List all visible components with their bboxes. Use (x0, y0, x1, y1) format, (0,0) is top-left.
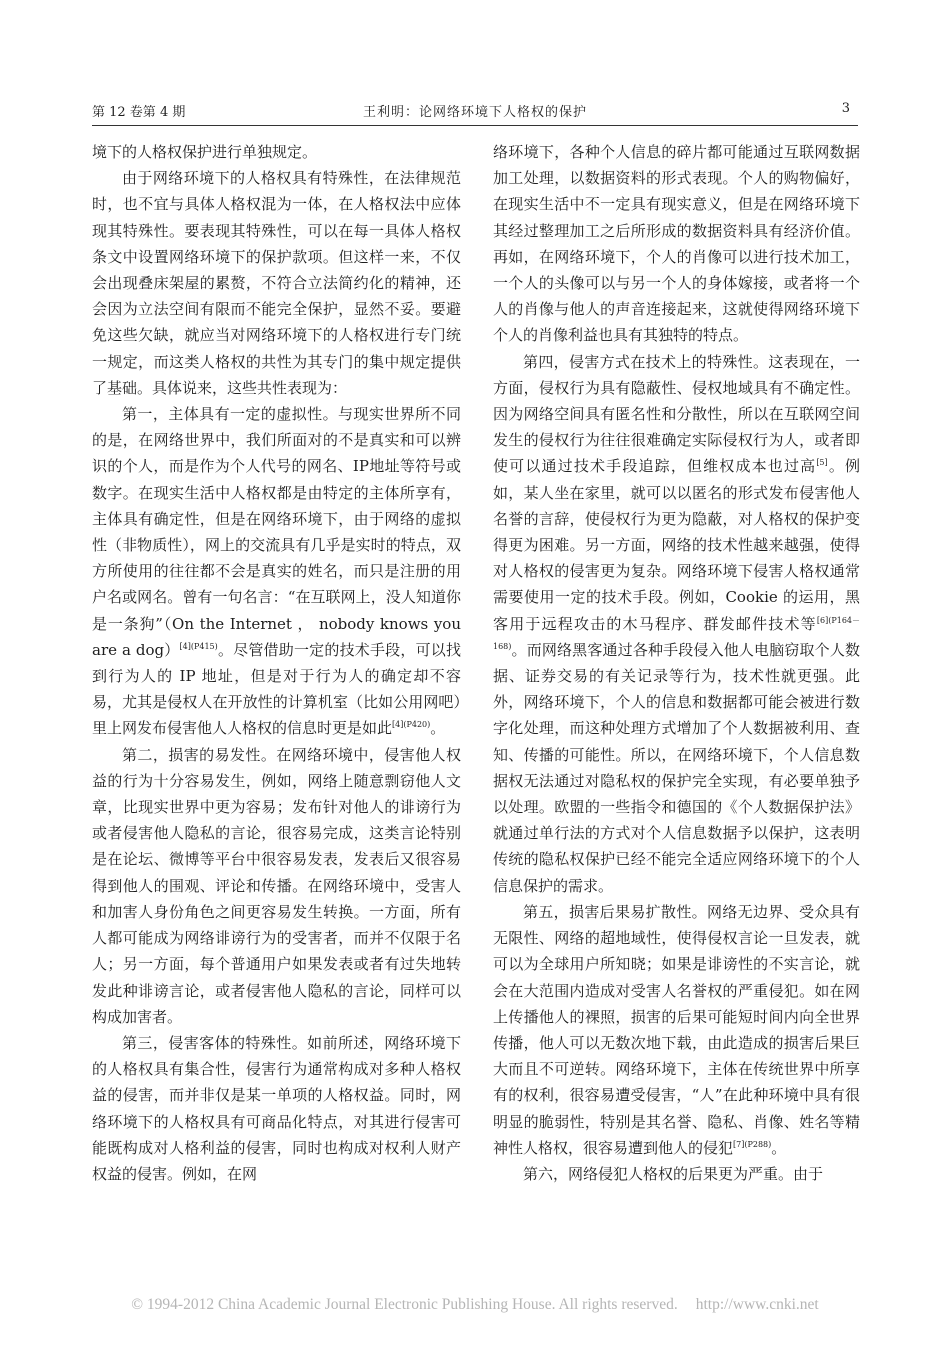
paragraph-sixth-severity: 第六，网络侵犯人格权的后果更为严重。由于 (523, 1164, 824, 1183)
running-header (92, 101, 858, 123)
right-column (493, 139, 860, 1187)
running-title: 王利明：论网络环境下人格权的保护 (362, 105, 587, 120)
text-run: 第一，主体具有一定的虚拟性。与现实世界所不同的是，在网络世界中，我们所面对的不是真实和可以辨识的个人，而是作为个人代号的网名、IP地址等符号或数字。在现实生活中人格权都是由特定的主体所享有，主体具有确定性，但是在网络环境下，由于网络的虚拟性（非物质性），网上的交流具有几乎是实时的特点，双方所使用的往往都不会是真实的姓名，而只是注册的用户名或网名。曾有一句名言：“在互联网上，没人知道你是一条狗”（On the Internet ， nobody knows you are a dog） (92, 405, 461, 659)
citation-ref: [4](P415) (179, 641, 218, 651)
text-run: 。例如，某人坐在家里，就可以以匿名的形式发布侵害他人名誉的言辞，使侵权行为更为隐蔽，对人格权的保护变得更为困难。另一方面，网络的技术性越来越强，使得对人格权的侵害更为复杂。网络环境下侵害人格权通常需要使用一定的技术手段。例如，Cookie 的运用，黑客用于远程攻击的木马程序、群发邮件技术等 (493, 457, 860, 633)
paragraph-second-ease: 第二，损害的易发性。在网络环境中，侵害他人权益的行为十分容易发生，例如，网络上随意剽窃他人文章，比现实世界中更为容易；发布针对他人的诽谤行为或者侵害他人隐私的言论，很容易完成，这类言论特别是在论坛、微博等平台中很容易发表，发表后又很容易得到他人的围观、评论和传播。在网络环境中，受害人和加害人身份角色之间更容易发生转换。一方面，所有人都可能成为网络诽谤行为的受害者，而并不仅限于名人；另一方面，每个普通用户如果发表或者有过失地转发此种诽谤言论，或者侵害他人隐私的言论，同样可以构成加害者。 (92, 745, 461, 1026)
footer-link[interactable]: http://www.cnki.net (695, 1296, 819, 1313)
paragraph-fourth-technique (493, 349, 860, 899)
citation-ref: [6](P164－168) (493, 615, 860, 651)
text-run: 第四，侵害方式在技术上的特殊性。这表现在，一方面，侵权行为具有隐蔽性、侵权地域具有不确定性。因为网络空间具有匿名性和分散性，所以在互联网空间发生的侵权行为往往很难确定实际侵权行为人，或者即使可以通过技术手段追踪，但维权成本也过高 (493, 352, 860, 476)
left-column (92, 139, 461, 1187)
paragraph-continued: 境下的人格权保护进行单独规定。 (92, 143, 318, 161)
text-run: 。而网络黑客通过各种手段侵入他人电脑窃取个人数据、证券交易的有关记录等行为，技术性就更强。此外，网络环境下，个人的信息和数据都可能会被进行数字化处理，而这种处理方式增加了个人数据被利用、查知、传播的可能性。所以，在网络环境下，个人信息数据权无法通过对隐私权的保护完全实现，有必要单独予以处理。欧盟的一些指令和德国的《个人数据保护法》就通过单行法的方式对个人信息数据予以保护，这表明传统的隐私权保护已经不能完全适应网络环境下的个人信息保护的需求。 (493, 640, 860, 895)
text-run: 。 (430, 719, 446, 738)
text-run: 。尽管借助一定的技术手段，可以找到行为人的 IP 地址，但是对于行为人的确定却不容易，尤其是侵权人在开放性的计算机室（比如公用网吧）里上网发布侵害他人人格权的信息时更是如此 (92, 640, 461, 738)
citation-ref: [5] (816, 458, 828, 468)
text-run: 第五，损害后果易扩散性。网络无边界、受众具有无限性、网络的超地域性，使得侵权言论一旦发表，就可以为全球用户所知晓；如果是诽谤性的不实言论，就会在大范围内造成对受害人名誉权的严重侵犯。如在网上传播他人的裸照，损害的后果可能短时间内向全世界传播，他人可以无数次地下载，由此造成的损害后果巨大而且不可逆转。网络环境下，主体在传统世界中所享有的权利，很容易遭受侵害，“人”在此种环境中具有很明显的脆弱性，特别是其名誉、隐私、肖像、姓名等精神性人格权，很容易遭到他人的侵犯 (493, 902, 860, 1157)
paragraph-third-object: 第三，侵害客体的特殊性。如前所述，网络环境下的人格权具有集合性，侵害行为通常构成对多种人格权益的侵害，而并非仅是某一单项的人格权益。同时，网络环境下的人格权具有可商品化特点，对其进行侵害可能既构成对人格利益的侵害，同时也构成对权利人财产权益的侵害。例如，在网 (92, 1033, 461, 1183)
paragraph-commonality-intro: 由于网络环境下的人格权具有特殊性，在法律规范时，也不宜与具体人格权混为一体，在人格权法中应体现其特殊性。要表现其特殊性，可以在每一具体人格权条文中设置网络环境下的保护款项。但这样一来，不仅会出现叠床架屋的累赘，不符合立法简约化的精神，还会因为立法空间有限而不能完全保护，显然不妥。要避免这些欠缺，就应当对网络环境下的人格权进行专门统一规定，而这类人格权的共性为其专门的集中规定提供了基础。具体说来，这些共性表现为： (92, 169, 461, 397)
citation-ref: [4](P420) (392, 720, 431, 730)
paragraph-fifth-spread (493, 899, 860, 1161)
paragraph-first-virtuality (92, 401, 461, 742)
citation-ref: [7](P288) (733, 1139, 772, 1149)
paragraph-continued: 络环境下，各种个人信息的碎片都可能通过互联网数据加工处理，以数据资料的形式表现。个人的购物偏好，在现实生活中不一定具有现实意义，但是在网络环境下其经过整理加工之后所形成的数据资料具有经济价值。再如，在网络环境下，个人的肖像可以进行技术加工，一个人的头像可以与另一个人的身体嫁接，或者将一个人的肖像与他人的声音连接起来，这就使得网络环境下个人的肖像利益也具有其独特的特点。 (493, 143, 860, 345)
copyright-text: © 1994-2012 China Academic Journal Electronic Publishing House. All rights reserved. (131, 1296, 678, 1313)
header-rule (92, 125, 858, 126)
journal-issue: 第 12 卷第 4 期 (92, 105, 186, 120)
copyright-footer (0, 1296, 950, 1314)
page-number: 3 (841, 101, 850, 116)
text-run: 。 (771, 1138, 787, 1157)
